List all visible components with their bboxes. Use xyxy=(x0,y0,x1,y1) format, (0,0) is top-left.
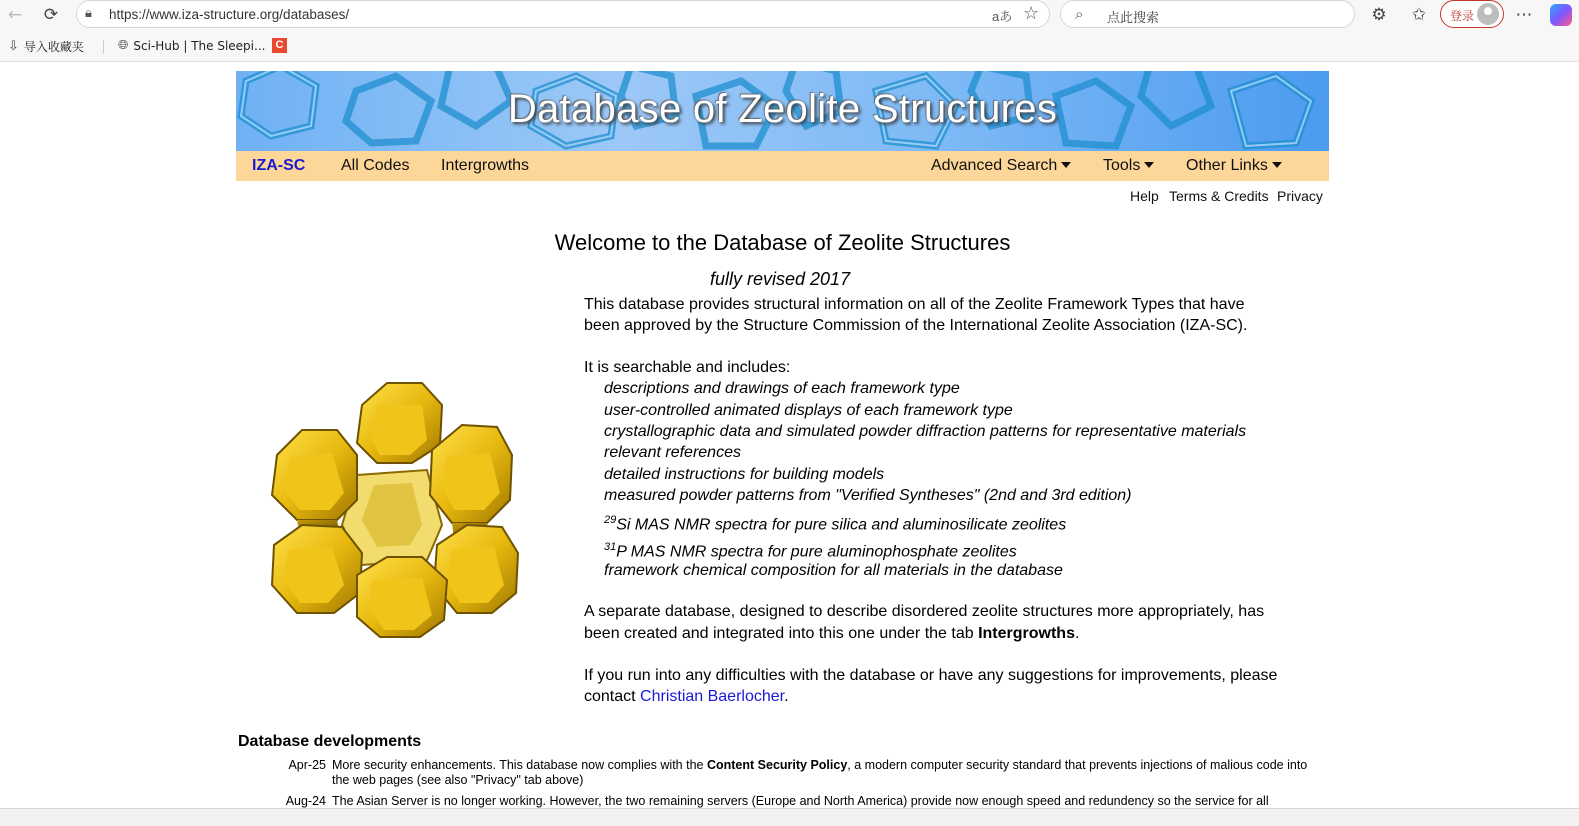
contact-line-1: If you run into any difficulties with the database or have any suggestions for improvements, please xyxy=(584,667,1278,684)
import-icon: ⇩ xyxy=(8,39,19,54)
feature-item: crystallographic data and simulated powder diffraction patterns for representative materials xyxy=(604,423,1247,440)
feature-item-nmr-p xyxy=(604,537,1017,562)
search-icon: ⌕ xyxy=(1075,5,1084,23)
more-menu-icon[interactable]: ⋯ xyxy=(1515,5,1533,25)
isotope-superscript: 31 xyxy=(604,541,617,553)
nav-intergrowths[interactable]: Intergrowths xyxy=(441,157,530,174)
nav-tools[interactable] xyxy=(1103,157,1154,175)
subnav-help[interactable]: Help xyxy=(1130,188,1159,204)
login-button[interactable] xyxy=(1440,0,1504,28)
feature-item-nmr-si xyxy=(604,510,1066,535)
feature-item: detailed instructions for building models xyxy=(604,466,885,483)
searchable-text: It is searchable and includes: xyxy=(584,359,791,376)
browser-toolbar xyxy=(0,0,1579,30)
contact-link[interactable]: Christian Baerlocher xyxy=(640,688,785,705)
dev-date: Aug-24 xyxy=(285,794,326,808)
refresh-icon[interactable]: ⟳ xyxy=(43,5,59,25)
dev-date: Apr-25 xyxy=(288,758,326,772)
read-aloud-icon[interactable]: aあ xyxy=(992,9,1013,24)
feature-item: measured powder patterns from "Verified Syntheses" (2nd and 3rd edition) xyxy=(604,487,1132,504)
nav-label: Other Links xyxy=(1186,157,1268,174)
revised-subtitle: fully revised 2017 xyxy=(710,269,851,289)
isotope-superscript: 29 xyxy=(604,514,617,526)
dev-entry xyxy=(332,758,1322,788)
site-info-icon[interactable]: 🔒︎ xyxy=(85,6,92,21)
bookmark-scihub[interactable] xyxy=(118,38,265,53)
copilot-icon[interactable] xyxy=(1550,4,1572,26)
feature-text: Si MAS NMR spectra for pure silica and aluminosilicate zeolites xyxy=(616,516,1067,534)
intro-line-2: been approved by the Structure Commission of the International Zeolite Association (IZA-SC). xyxy=(584,317,1248,334)
bookmark-label: 导入收藏夹 xyxy=(23,40,84,54)
bookmark-label: Sci-Hub | The Sleepi... xyxy=(133,38,266,53)
subnav-privacy[interactable]: Privacy xyxy=(1277,188,1323,204)
favorites-bar xyxy=(0,30,1579,62)
globe-icon: 🌐︎ xyxy=(118,38,129,53)
url-text[interactable]: https://www.iza-structure.org/databases/ xyxy=(109,7,350,22)
main-nav xyxy=(236,151,1329,181)
zeolite-framework-model-image xyxy=(262,375,524,645)
text: contact xyxy=(584,688,641,705)
text: . xyxy=(1074,625,1080,642)
feature-text: P MAS NMR spectra for pure aluminophosphate zeolites xyxy=(616,543,1017,561)
bookmark-c[interactable]: C xyxy=(272,38,287,53)
developments-title: Database developments xyxy=(238,733,422,750)
login-label: 登录 xyxy=(1450,9,1475,23)
back-icon[interactable]: ← xyxy=(7,5,23,25)
nav-label: Tools xyxy=(1103,157,1141,174)
feature-item: relevant references xyxy=(604,444,741,461)
search-box[interactable] xyxy=(1060,0,1355,28)
avatar xyxy=(1477,3,1499,25)
intergrowths-bold: Intergrowths xyxy=(978,625,1075,642)
feature-item: descriptions and drawings of each framework type xyxy=(604,380,960,397)
taskbar-strip xyxy=(0,808,1579,826)
feature-item: framework chemical composition for all materials in the database xyxy=(604,562,1063,579)
nav-all-codes[interactable]: All Codes xyxy=(341,157,410,174)
favorite-star-icon[interactable]: ☆ xyxy=(1023,3,1040,24)
search-placeholder[interactable]: 点此搜索 xyxy=(1107,11,1160,26)
text: More security enhancements. This database now complies with the xyxy=(332,758,707,772)
extensions-icon[interactable]: ⚙ xyxy=(1371,5,1387,25)
text: been created and integrated into this one under the tab xyxy=(584,625,979,642)
separate-db-line-2 xyxy=(584,623,1079,644)
banner-title: Database of Zeolite Structures xyxy=(507,87,1058,131)
import-favorites[interactable] xyxy=(8,38,84,55)
caret-down-icon xyxy=(1061,162,1071,168)
favorites-icon[interactable]: ✩ xyxy=(1411,5,1427,25)
dev-entry: The Asian Server is no longer working. However, the two remaining servers (Europe and North America) provide now enough speed and redundency so the service for all xyxy=(332,794,1269,808)
page-title: Welcome to the Database of Zeolite Structures xyxy=(554,230,1011,255)
feature-item: user-controlled animated displays of each framework type xyxy=(604,402,1013,419)
intro-line-1: This database provides structural information on all of the Zeolite Framework Types that have xyxy=(584,296,1245,313)
subnav-terms-credits[interactable]: Terms & Credits xyxy=(1169,188,1269,204)
site-banner xyxy=(236,71,1329,151)
text: , a modern computer security standard that prevents injections of malious code into the web pages (see also "Privacy" tab above) xyxy=(332,758,1308,787)
caret-down-icon xyxy=(1144,162,1154,168)
address-bar[interactable] xyxy=(76,0,1050,28)
separate-db-line-1: A separate database, designed to describe disordered zeolite structures more appropriately, has xyxy=(584,603,1265,620)
text: . xyxy=(784,688,789,705)
contact-line-2 xyxy=(584,686,789,707)
csp-bold: Content Security Policy xyxy=(706,758,848,772)
nav-other-links[interactable] xyxy=(1186,157,1282,175)
nav-advanced-search[interactable] xyxy=(931,157,1071,175)
favorites-divider xyxy=(103,40,104,54)
caret-down-icon xyxy=(1272,162,1282,168)
nav-iza-sc[interactable]: IZA-SC xyxy=(252,157,306,174)
nav-label: Advanced Search xyxy=(931,157,1058,174)
